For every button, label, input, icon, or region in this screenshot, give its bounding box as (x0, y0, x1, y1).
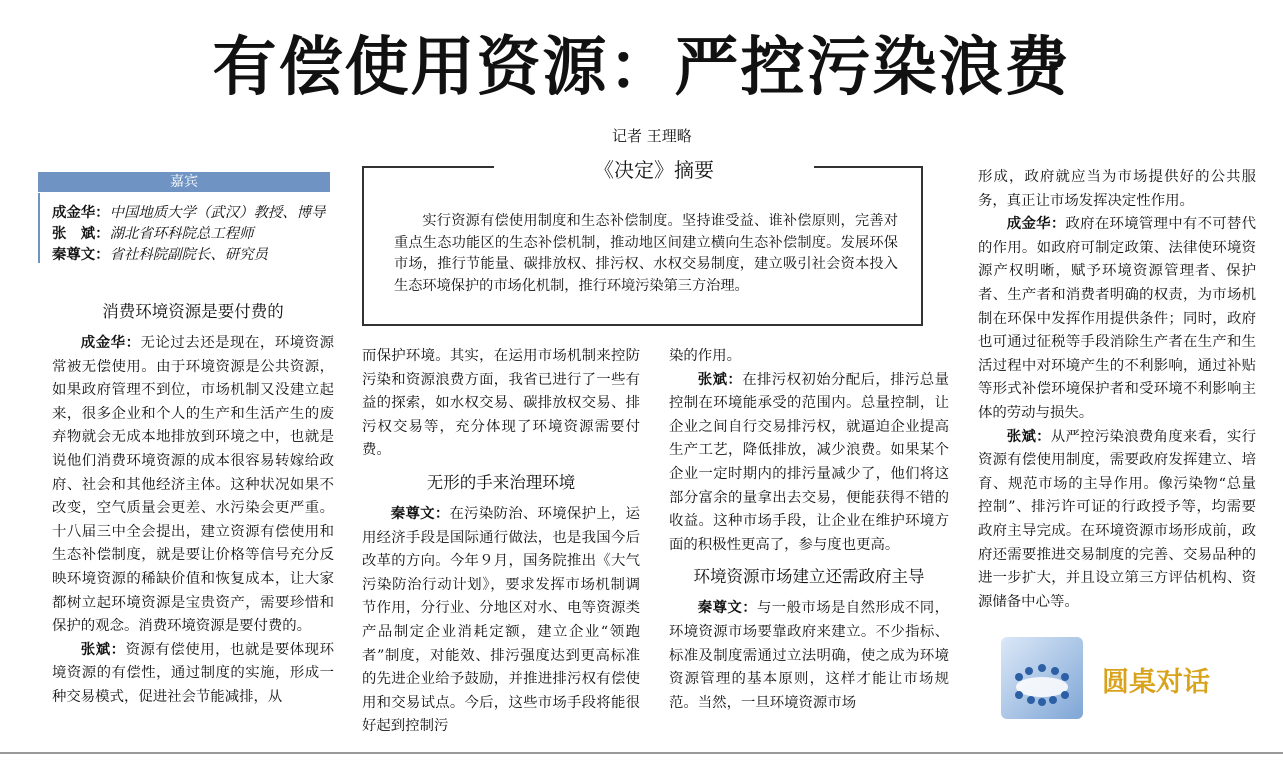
summary-body: 实行资源有偿使用制度和生态补偿制度。坚持谁受益、谁补偿原则，完善对重点生态功能区的生态补偿机制，推动地区间建立横向生态补偿制度。发展环保市场，推行节能量、碳排放权、排污权、水权交易制度，建立吸引社会资本投入生态环境保护的市场化机制，推行环境污染第三方治理。 (394, 213, 898, 294)
guest-role: 省社科院副院长、研究员 (109, 247, 268, 263)
paragraph (669, 369, 949, 558)
paragraph (362, 503, 640, 739)
paragraph-text: 形成，政府就应当为市场提供好的公共服务，真正让市场发挥决定性作用。 (978, 169, 1256, 209)
paragraph (669, 597, 949, 715)
guest-role: 中国地质大学（武汉）教授、博导 (109, 205, 326, 221)
summary-title: 《决定》摘要 (494, 156, 814, 184)
paragraph (362, 345, 640, 463)
paragraph-text: 无论过去还是现在，环境资源常被无偿使用。由于环境资源是公共资源，如果政府管理不到位，市场机制又没建立起来，很多企业和个人的生产和生活产生的废弃物就会无成本地排放到环境之中，也就是说他们消费环境资源的成本很容易转嫁给政府、社会和其他经济主体。这种状况如果不改变，空气质量会更差、水污染会更严重。十八届三中全会提出，建立资源有偿使用和生态补偿制度，就是要让价格等信号充分反映环境资源的稀缺价值和恢复成本，让大家都树立起环境资源是宝贵资产，需要珍惜和保护的观念。消费环境资源是要付费的。 (52, 335, 334, 635)
section-heading: 无形的手来治理环境 (426, 472, 576, 492)
speaker-name: 秦尊文： (697, 600, 757, 617)
section-heading: 消费环境资源是要付费的 (102, 302, 284, 321)
speaker-name: 成金华： (80, 335, 141, 351)
roundtable-icon (1001, 637, 1083, 719)
paragraph-text: 与一般市场是自然形成不同，环境资源市场要靠政府来建立。不少指标、标准及制度需通过立法明确，使之成为环境资源管理的基本原则，这样才能让市场规范。当然，一旦环境资源市场 (669, 600, 949, 711)
paragraph-text: 资源有偿使用，也就是要体现环境资源的有偿性，通过制度的实施，形成一种交易模式，促进社会节能减排，从 (52, 641, 334, 705)
guest-item (52, 245, 325, 266)
paragraph (978, 426, 1256, 615)
paragraph-text: 政府在环境管理中有不可替代的作用。如政府可制定政策、法律使环境资源产权明晰，赋予环境资源管理者、保护者、生产者和消费者明确的权责，为市场机制在环保中发挥作用提供条件；同时，政府也可通过征税等手段消除生产者在生产和生活过程中对环境产生的不利影响，通过补贴等形式补偿环境保护者和受环境不利影响主体的劳动与损失。 (978, 216, 1256, 421)
bottom-divider (0, 752, 1283, 754)
speaker-name: 张斌： (697, 371, 743, 388)
paragraph-text: 在排污权初始分配后，排污总量控制在环境能承受的范围内。总量控制，让企业之间自行交易排污权，就逼迫企业提高生产工艺，降低排放，减少浪费。如果某个企业一定时期内的排污量减少了，他们将这部分富余的量拿出去交易，便能获得不错的收益。这种市场手段，让企业在维护环境方面的积极性更高了，参与度也更高。 (669, 371, 949, 553)
paragraph-text: 在污染防治、环境保护上，运用经济手段是国际通行做法，也是我国今后改革的方向。今年９月，国务院推出《大气污染防治行动计划》，要求发挥市场机制调节作用，分行业、分地区对水、电等资源类产品制定企业消耗定额，建立企业“领跑者”制度，对能效、排污强度达到更高标准的先进企业给予鼓励，并推进排污权有偿使用和交易试点。今后，这些市场手段将能很好起到控制污 (362, 505, 640, 735)
speaker-name: 秦尊文： (390, 505, 450, 522)
guests-divider (38, 193, 40, 263)
guest-item (52, 203, 325, 224)
roundtable-graphic (1001, 637, 1083, 719)
speaker-name: 成金华： (1006, 216, 1066, 233)
decision-summary-box (362, 158, 923, 326)
speaker-name: 张斌： (80, 641, 126, 658)
paragraph (978, 166, 1256, 213)
paragraph-text: 而保护环境。其实，在运用市场机制来控防污染和资源浪费方面，我省已进行了一些有益的探索，如水权交易、碳排放权交易、排污权交易等，充分体现了环境资源需要付费。 (362, 348, 640, 459)
guest-item (52, 224, 325, 245)
guest-name: 张 斌： (52, 226, 110, 242)
guest-role: 湖北省环科院总工程师 (109, 226, 254, 242)
roundtable-label: 圆桌对话 (1102, 667, 1210, 698)
article-column-1 (52, 292, 334, 710)
paragraph (52, 639, 334, 710)
article-column-3 (669, 345, 949, 715)
article-column-4 (978, 166, 1256, 614)
paragraph-text: 染的作用。 (669, 348, 741, 364)
page-title: 有偿使用资源：严控污染浪费 (212, 31, 1071, 105)
paragraph-text: 从严控污染浪费角度来看，实行资源有偿使用制度，需要政府发挥建立、培育、规范市场的主导作用。像污染物“总量控制”、排污许可证的行政授予等，均需要政府主导完成。在环境资源市场形成前，政府还需要推进交易制度的完善、交易品种的进一步扩大，并且设立第三方评估机构、资源储备中心等。 (978, 428, 1256, 610)
reporter-byline: 记者 王理略 (612, 127, 692, 145)
guest-name: 秦尊文： (52, 247, 110, 263)
paragraph (669, 345, 949, 369)
paragraph (52, 332, 334, 639)
guests-list (52, 203, 325, 266)
guests-label: 嘉宾 (38, 172, 330, 192)
section-heading: 环境资源市场建立还需政府主导 (693, 567, 925, 587)
paragraph (978, 213, 1256, 425)
guest-name: 成金华： (52, 205, 110, 221)
article-column-2 (362, 345, 640, 739)
speaker-name: 张斌： (1006, 428, 1051, 445)
